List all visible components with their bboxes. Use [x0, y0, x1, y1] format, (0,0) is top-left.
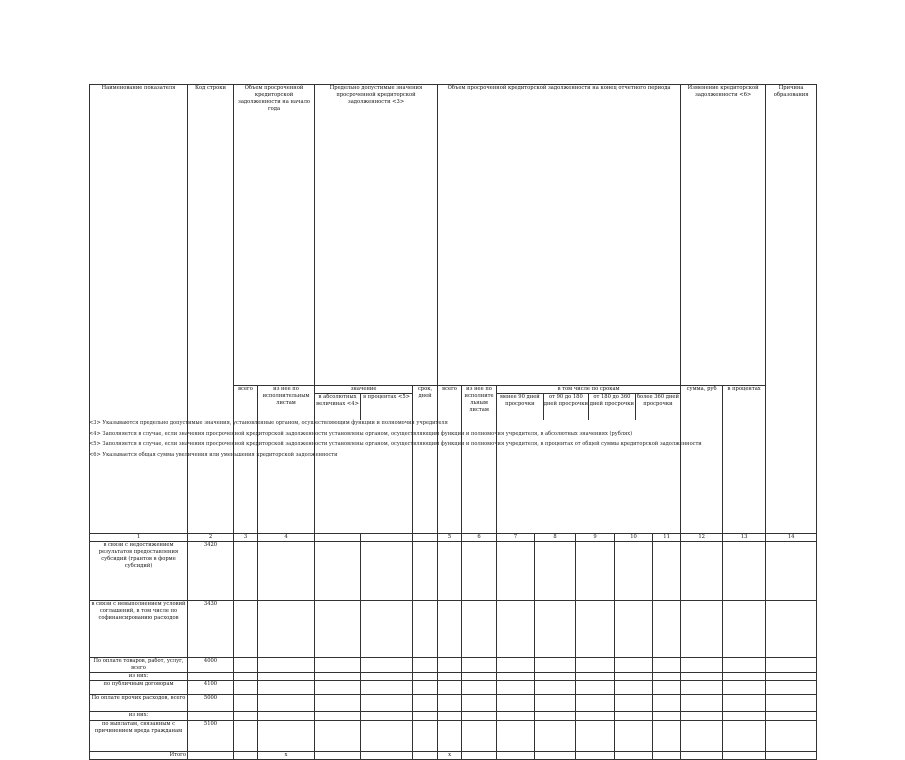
row-3420-code: 3420 — [188, 542, 234, 601]
header-sum: сумма, руб — [681, 385, 723, 533]
table-cell — [497, 673, 535, 681]
header-total: всего — [234, 385, 258, 533]
header-gt360: более 360 дней просрочки — [636, 393, 679, 407]
row-5000-sub-code — [188, 712, 234, 721]
column-numbers-row — [90, 534, 817, 542]
table-cell — [413, 673, 438, 681]
header-exec-docs: из нее по исполнительным листам — [258, 385, 315, 533]
table-cell — [258, 601, 315, 658]
row-4000-sub-code — [188, 673, 234, 681]
column-number: 8 — [535, 534, 576, 542]
table-cell — [497, 752, 535, 760]
table-cell — [535, 658, 576, 673]
row-5100 — [90, 721, 817, 752]
table-cell — [615, 542, 653, 601]
table-cell — [258, 673, 315, 681]
table-cell — [234, 658, 258, 673]
table-cell — [615, 681, 653, 695]
footnotes — [89, 420, 816, 462]
row-5000-sub-label: из них: — [90, 712, 188, 721]
table-cell — [258, 681, 315, 695]
table-cell — [361, 673, 413, 681]
header-terms-subs — [497, 394, 680, 420]
table-cell — [462, 712, 497, 721]
table-cell — [615, 712, 653, 721]
table-cell — [315, 601, 361, 658]
table-cell — [653, 752, 681, 760]
header-incl-terms: в том числе по срокам — [497, 386, 680, 394]
table-cell — [497, 681, 535, 695]
table-cell — [681, 681, 723, 695]
table-cell — [653, 658, 681, 673]
row-5000-sub — [90, 712, 817, 721]
header-pct2: в процентах — [723, 385, 766, 533]
table-cell — [653, 673, 681, 681]
column-number: 2 — [188, 534, 234, 542]
table-cell — [535, 695, 576, 712]
header-reason: Причина образования — [766, 85, 817, 534]
column-number: 12 — [681, 534, 723, 542]
table-cell: x — [438, 752, 462, 760]
table-cell — [413, 658, 438, 673]
column-number — [315, 534, 361, 542]
table-cell — [497, 542, 535, 601]
table-cell — [438, 695, 462, 712]
table-cell — [723, 695, 766, 712]
column-number — [413, 534, 438, 542]
table-cell — [258, 721, 315, 752]
table-cell — [462, 542, 497, 601]
table-cell — [497, 721, 535, 752]
table-cell — [438, 673, 462, 681]
table-cell — [723, 752, 766, 760]
row-total-label: Итого — [90, 752, 188, 760]
table-cell — [315, 673, 361, 681]
table-cell — [681, 658, 723, 673]
table-cell — [315, 712, 361, 721]
table-cell — [258, 542, 315, 601]
column-number: 14 — [766, 534, 817, 542]
table-cell — [361, 752, 413, 760]
table-cell — [462, 658, 497, 673]
table-cell — [315, 658, 361, 673]
table-cell — [413, 752, 438, 760]
table-cell — [234, 601, 258, 658]
table-cell — [653, 601, 681, 658]
table-cell — [258, 712, 315, 721]
table-cell — [361, 542, 413, 601]
table-cell — [766, 695, 817, 712]
table-cell — [234, 752, 258, 760]
table-cell — [766, 673, 817, 681]
table-cell — [723, 658, 766, 673]
table-cell — [723, 673, 766, 681]
table-cell — [438, 542, 462, 601]
table-cell — [615, 695, 653, 712]
header-overdue-start: Объем просроченной кредиторской задолженности на начало года — [234, 85, 315, 386]
row-4000-sub — [90, 673, 817, 681]
table-cell — [535, 673, 576, 681]
table-cell — [258, 695, 315, 712]
table-cell — [535, 712, 576, 721]
header-exec-docs2: из нее по исполнительным листам — [462, 385, 497, 533]
table-cell — [723, 721, 766, 752]
table-cell — [576, 681, 615, 695]
footnote-6: <6> Указывается общая сумма увеличения или уменьшения кредиторской задолженности — [89, 451, 338, 458]
header-row-1 — [90, 85, 817, 386]
row-3420 — [90, 542, 817, 601]
table-cell — [462, 721, 497, 752]
table-cell — [766, 658, 817, 673]
table-cell — [653, 695, 681, 712]
table-cell — [615, 658, 653, 673]
table-cell — [653, 542, 681, 601]
table-cell — [438, 712, 462, 721]
table-cell — [615, 601, 653, 658]
table-cell — [462, 695, 497, 712]
table-cell: x — [258, 752, 315, 760]
table-cell — [766, 752, 817, 760]
table-cell — [615, 673, 653, 681]
header-overdue-end: Объем просроченной кредиторской задолженности на конец отчетного периода — [438, 85, 681, 386]
row-4100-label: по публичным договорам — [90, 681, 188, 695]
table-cell — [438, 721, 462, 752]
header-value-label: значение — [315, 386, 412, 394]
column-number: 6 — [462, 534, 497, 542]
table-cell — [234, 695, 258, 712]
table-cell — [497, 601, 535, 658]
row-total-code — [188, 752, 234, 760]
table-cell — [413, 681, 438, 695]
column-number: 9 — [576, 534, 615, 542]
table-cell — [723, 542, 766, 601]
table-cell — [413, 601, 438, 658]
table-cell — [258, 658, 315, 673]
table-cell — [315, 752, 361, 760]
table-cell — [361, 681, 413, 695]
table-cell — [462, 752, 497, 760]
column-number: 5 — [438, 534, 462, 542]
table-cell — [681, 721, 723, 752]
table-cell — [576, 658, 615, 673]
row-5000-code: 5000 — [188, 695, 234, 712]
table-cell — [576, 695, 615, 712]
table-cell — [361, 695, 413, 712]
row-4000-code: 4000 — [188, 658, 234, 673]
table-cell — [234, 542, 258, 601]
table-cell — [535, 542, 576, 601]
table-cell — [576, 601, 615, 658]
row-4000 — [90, 658, 817, 673]
table-cell — [766, 542, 817, 601]
table-cell — [315, 695, 361, 712]
table-cell — [361, 601, 413, 658]
table-cell — [766, 712, 817, 721]
row-3430 — [90, 601, 817, 658]
table-cell — [723, 681, 766, 695]
table-cell — [234, 721, 258, 752]
table-cell — [462, 601, 497, 658]
row-3420-label: в связи с недостижением результатов предоставления субсидий (грантов в форме субсидий) — [90, 542, 188, 601]
table-cell — [681, 752, 723, 760]
table-cell — [681, 542, 723, 601]
table-cell — [576, 752, 615, 760]
table-cell — [438, 681, 462, 695]
table-cell — [766, 681, 817, 695]
header-90-180: от 90 до 180 дней просрочки — [544, 394, 589, 420]
table-cell — [234, 681, 258, 695]
table-cell — [413, 721, 438, 752]
column-number — [361, 534, 413, 542]
table-cell — [723, 712, 766, 721]
table-cell — [535, 752, 576, 760]
footnote-4: <4> Заполняется в случае, если значения просроченной кредиторской задолженности установлены органом, осуществляющим функции и полномочия учредителя, в абсолютных значениях (рублях) — [89, 430, 633, 437]
table-cell — [361, 712, 413, 721]
table-cell — [653, 721, 681, 752]
table-cell — [681, 712, 723, 721]
header-code: Код строки — [188, 85, 234, 534]
table-cell — [576, 712, 615, 721]
table-cell — [497, 658, 535, 673]
header-name: Наименование показателя — [90, 85, 188, 534]
table-cell — [535, 601, 576, 658]
row-5000 — [90, 695, 817, 712]
table-cell — [361, 721, 413, 752]
header-value-subs — [315, 394, 412, 420]
table-cell — [681, 601, 723, 658]
table-cell — [234, 673, 258, 681]
table-cell — [315, 542, 361, 601]
row-5000-label: По оплате прочих расходов, всего — [90, 695, 188, 712]
table-cell — [438, 601, 462, 658]
table-cell — [615, 721, 653, 752]
row-5100-code: 5100 — [188, 721, 234, 752]
table-cell — [497, 712, 535, 721]
header-term: срок, дней — [413, 385, 438, 533]
table-cell — [462, 673, 497, 681]
table-cell — [361, 658, 413, 673]
table-cell — [653, 712, 681, 721]
table-cell — [576, 721, 615, 752]
table-cell — [653, 681, 681, 695]
table-cell — [535, 681, 576, 695]
header-lt90: менее 90 дней просрочки — [497, 394, 544, 420]
header-180-360: от 180 до 360 дней просрочки — [589, 394, 636, 420]
column-number: 4 — [258, 534, 315, 542]
header-abs: в абсолютных величинах <4> — [315, 394, 361, 420]
column-number: 13 — [723, 534, 766, 542]
table-cell — [438, 658, 462, 673]
row-3430-code: 3430 — [188, 601, 234, 658]
table-cell — [462, 681, 497, 695]
row-3430-label: в связи с невыполнением условий соглашений, в том числе по софинансированию расходов — [90, 601, 188, 658]
table-cell — [413, 542, 438, 601]
column-number: 10 — [615, 534, 653, 542]
row-total — [90, 752, 817, 760]
table-cell — [766, 721, 817, 752]
column-number: 7 — [497, 534, 535, 542]
row-4100-code: 4100 — [188, 681, 234, 695]
row-5100-label: по выплатам, связанным с причинением вреда гражданам — [90, 721, 188, 752]
header-change: Изменение кредиторской задолженности <6> — [681, 85, 766, 386]
row-4100 — [90, 681, 817, 695]
table-cell — [315, 721, 361, 752]
column-number: 3 — [234, 534, 258, 542]
header-limits: Предельно допустимые значения просроченной кредиторской задолженности <3> — [315, 85, 438, 386]
table-cell — [766, 601, 817, 658]
column-number: 1 — [90, 534, 188, 542]
table-cell — [497, 695, 535, 712]
table-cell — [615, 752, 653, 760]
table-cell — [413, 712, 438, 721]
header-total2: всего — [438, 385, 462, 533]
table-cell — [413, 695, 438, 712]
table-cell — [234, 712, 258, 721]
table-cell — [576, 673, 615, 681]
column-number: 11 — [653, 534, 681, 542]
table-cell — [576, 542, 615, 601]
table-cell — [681, 695, 723, 712]
table-cell — [535, 721, 576, 752]
table-cell — [315, 681, 361, 695]
table-cell — [723, 601, 766, 658]
header-pct: в процентах <5> — [363, 393, 410, 400]
table-cell — [681, 673, 723, 681]
row-4000-label: По оплате товаров, работ, услуг, всего — [90, 658, 188, 673]
footnote-5: <5> Заполняется в случае, если значения просроченной кредиторской задолженности установлены органом, осуществляющим функции и полномочия учредителя, в процентах от общей суммы кредиторской задолженности — [89, 441, 702, 447]
row-4000-sub-label: из них: — [90, 673, 188, 681]
footnote-3: <3> Указываются предельно допустимые значения, установленные органом, осуществляющим функции и полномочия учредителя — [89, 420, 448, 426]
